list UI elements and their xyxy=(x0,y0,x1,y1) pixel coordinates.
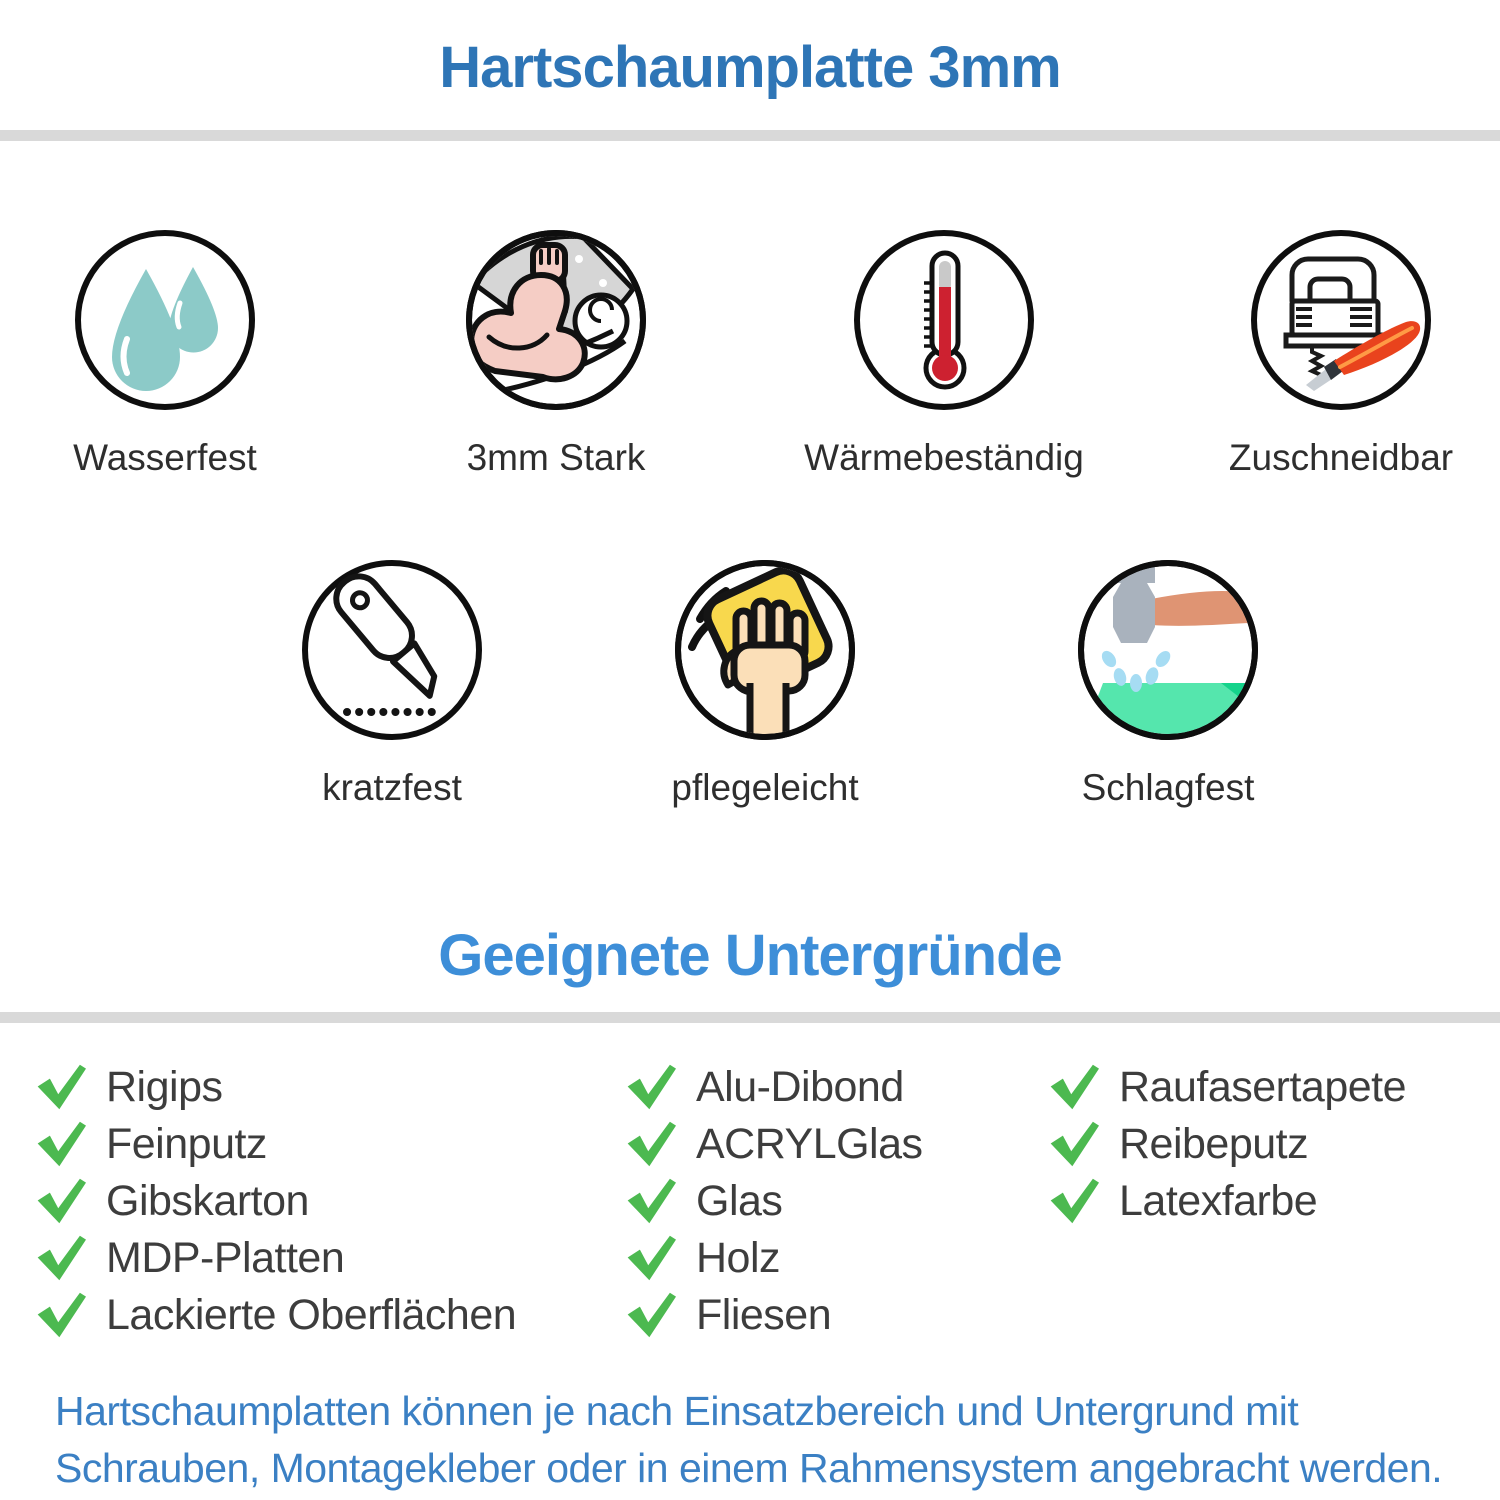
check-icon xyxy=(623,1233,679,1283)
surface-item xyxy=(1046,1119,1406,1169)
wiping-hand-cloth-icon xyxy=(670,555,860,745)
check-icon xyxy=(623,1176,679,1226)
feature-wasserfest xyxy=(0,225,345,479)
surface-column-3 xyxy=(1046,1062,1406,1233)
surface-label: ACRYLGlas xyxy=(696,1119,923,1168)
check-icon xyxy=(33,1119,89,1169)
feature-waermebestaendig xyxy=(764,225,1124,479)
check-icon xyxy=(623,1119,679,1169)
surface-label: Holz xyxy=(696,1233,781,1282)
surface-label: Alu-Dibond xyxy=(696,1062,904,1111)
feature-schlagfest xyxy=(988,555,1348,809)
page-title: Hartschaumplatte 3mm xyxy=(439,35,1061,100)
mounting-note-line2: Schrauben, Montagekleber oder in einem Rahmensystem angebracht werden. xyxy=(55,1445,1443,1491)
feature-label: kratzfest xyxy=(322,767,462,808)
divider-middle xyxy=(0,1012,1500,1023)
surface-label: Glas xyxy=(696,1176,783,1225)
surface-item xyxy=(623,1119,923,1169)
feature-label: Schlagfest xyxy=(1081,767,1255,808)
check-icon xyxy=(33,1233,89,1283)
surface-item xyxy=(1046,1062,1406,1112)
surface-item xyxy=(1046,1176,1406,1226)
surface-label: Reibeputz xyxy=(1119,1119,1309,1168)
surface-label: Latexfarbe xyxy=(1119,1176,1318,1225)
feature-label: Wasserfest xyxy=(73,437,257,478)
check-icon xyxy=(623,1062,679,1112)
check-icon xyxy=(1046,1062,1102,1112)
water-drops-icon xyxy=(70,225,260,415)
surface-item xyxy=(623,1233,923,1283)
surface-item xyxy=(33,1176,516,1226)
check-icon xyxy=(33,1290,89,1340)
surface-item xyxy=(33,1233,516,1283)
feature-label: Zuschneidbar xyxy=(1228,437,1454,478)
surface-item xyxy=(623,1062,923,1112)
feature-pflegeleicht xyxy=(585,555,945,809)
surface-label: Lackierte Oberflächen xyxy=(106,1290,517,1339)
feature-label: Wärmebeständig xyxy=(804,437,1084,478)
surface-item xyxy=(33,1062,516,1112)
check-icon xyxy=(623,1290,679,1340)
surface-label: Raufasertapete xyxy=(1119,1062,1407,1111)
surface-item xyxy=(623,1176,923,1226)
hammer-impact-icon xyxy=(1073,555,1263,745)
check-icon xyxy=(1046,1119,1102,1169)
surface-column-2 xyxy=(623,1062,923,1347)
surface-label: Feinputz xyxy=(106,1119,267,1168)
thermometer-icon xyxy=(849,225,1039,415)
mounting-note xyxy=(55,1383,1465,1497)
surface-label: Rigips xyxy=(106,1062,223,1111)
divider-top xyxy=(0,130,1500,141)
utility-knife-icon xyxy=(297,555,487,745)
feature-kratzfest xyxy=(212,555,572,809)
surface-item xyxy=(33,1119,516,1169)
surface-label: Fliesen xyxy=(696,1290,832,1339)
jigsaw-cutter-icon xyxy=(1246,225,1436,415)
feature-3mm-stark xyxy=(376,225,736,479)
surface-item xyxy=(33,1290,516,1340)
feature-label: pflegeleicht xyxy=(671,767,859,808)
mounting-note-line1: Hartschaumplatten können je nach Einsatzbereich und Untergrund mit xyxy=(55,1388,1299,1434)
muscle-arm-panel-icon xyxy=(461,225,651,415)
section-title-untergruende: Geeignete Untergründe xyxy=(438,923,1062,988)
check-icon xyxy=(33,1176,89,1226)
feature-zuschneidbar xyxy=(1161,225,1500,479)
check-icon xyxy=(1046,1176,1102,1226)
feature-label: 3mm Stark xyxy=(466,437,646,478)
surface-label: MDP-Platten xyxy=(106,1233,345,1282)
surface-label: Gibskarton xyxy=(106,1176,309,1225)
surface-item xyxy=(623,1290,923,1340)
surface-column-1 xyxy=(33,1062,516,1347)
check-icon xyxy=(33,1062,89,1112)
